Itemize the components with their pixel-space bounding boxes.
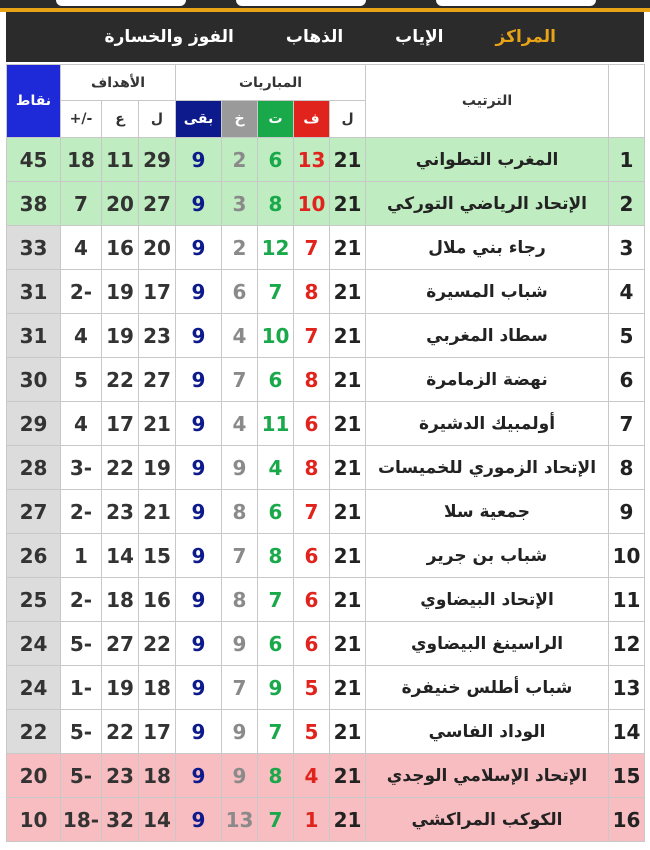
draws-cell: 6	[222, 270, 258, 314]
goal-diff-cell: 4	[61, 226, 102, 270]
remaining-cell: 9	[176, 490, 222, 534]
goal-diff-cell: 1	[61, 534, 102, 578]
goals-for-cell: 21	[139, 490, 176, 534]
losses-cell: 6	[294, 402, 330, 446]
table-row[interactable]	[7, 710, 645, 754]
points-cell: 26	[7, 534, 61, 578]
goals-for-header[interactable]: ل	[139, 101, 176, 138]
team-name[interactable]: المغرب التطواني	[366, 138, 609, 182]
goals-against-cell: 22	[102, 710, 139, 754]
goals-against-cell: 20	[102, 182, 139, 226]
tab-standings[interactable]: المراكز	[495, 27, 556, 47]
wins-cell: 6	[258, 138, 294, 182]
wins-cell: 6	[258, 358, 294, 402]
losses-cell: 13	[294, 138, 330, 182]
losses-cell: 5	[294, 666, 330, 710]
losses-cell: 5	[294, 710, 330, 754]
top-pill-right	[436, 0, 596, 6]
losses-header[interactable]: ف	[294, 101, 330, 138]
position-cell: 10	[609, 534, 645, 578]
goals-against-header[interactable]: ع	[102, 101, 139, 138]
team-name[interactable]: شباب المسيرة	[366, 270, 609, 314]
remaining-header[interactable]: بقى	[176, 101, 222, 138]
played-cell: 21	[330, 666, 366, 710]
played-cell: 21	[330, 138, 366, 182]
draws-cell: 7	[222, 534, 258, 578]
points-cell: 22	[7, 710, 61, 754]
losses-cell: 8	[294, 446, 330, 490]
draws-cell: 8	[222, 490, 258, 534]
position-cell: 7	[609, 402, 645, 446]
wins-cell: 8	[258, 534, 294, 578]
goals-against-cell: 22	[102, 446, 139, 490]
remaining-cell: 9	[176, 138, 222, 182]
points-cell: 20	[7, 754, 61, 798]
wins-cell: 6	[258, 490, 294, 534]
remaining-cell: 9	[176, 578, 222, 622]
played-cell: 21	[330, 798, 366, 842]
remaining-cell: 9	[176, 710, 222, 754]
position-cell: 13	[609, 666, 645, 710]
losses-cell: 6	[294, 622, 330, 666]
goals-against-cell: 19	[102, 270, 139, 314]
position-cell: 12	[609, 622, 645, 666]
table-row[interactable]	[7, 578, 645, 622]
ranking-header[interactable]: الترتيب	[366, 65, 609, 138]
points-cell: 24	[7, 622, 61, 666]
team-name[interactable]: الكوكب المراكشي	[366, 798, 609, 842]
position-cell: 16	[609, 798, 645, 842]
losses-cell: 7	[294, 226, 330, 270]
goals-for-cell: 17	[139, 710, 176, 754]
losses-cell: 7	[294, 490, 330, 534]
wins-cell: 9	[258, 666, 294, 710]
tab-win-loss[interactable]: الفوز والخسارة	[104, 27, 234, 47]
draws-cell: 7	[222, 666, 258, 710]
goals-against-cell: 11	[102, 138, 139, 182]
remaining-cell: 9	[176, 446, 222, 490]
played-header[interactable]: ل	[330, 101, 366, 138]
position-cell: 9	[609, 490, 645, 534]
goals-for-cell: 20	[139, 226, 176, 270]
goals-for-cell: 19	[139, 446, 176, 490]
losses-cell: 10	[294, 182, 330, 226]
remaining-cell: 9	[176, 402, 222, 446]
top-pill-middle	[236, 0, 366, 6]
goal-diff-cell: 4	[61, 314, 102, 358]
goal-diff-cell: 5-	[61, 710, 102, 754]
points-cell: 30	[7, 358, 61, 402]
losses-cell: 4	[294, 754, 330, 798]
draws-cell: 9	[222, 710, 258, 754]
draws-cell: 9	[222, 622, 258, 666]
team-name[interactable]: الإتحاد الرياضي التوركي	[366, 182, 609, 226]
team-name[interactable]: رجاء بني ملال	[366, 226, 609, 270]
position-cell: 3	[609, 226, 645, 270]
goal-diff-cell: 4	[61, 402, 102, 446]
goals-for-cell: 18	[139, 666, 176, 710]
draws-cell: 9	[222, 754, 258, 798]
played-cell: 21	[330, 270, 366, 314]
position-cell: 8	[609, 446, 645, 490]
remaining-cell: 9	[176, 754, 222, 798]
top-pill-left	[56, 0, 186, 6]
goal-diff-cell: 7	[61, 182, 102, 226]
table-row[interactable]	[7, 402, 645, 446]
wins-cell: 11	[258, 402, 294, 446]
remaining-cell: 9	[176, 798, 222, 842]
team-name[interactable]: الراسينغ البيضاوي	[366, 622, 609, 666]
position-cell: 5	[609, 314, 645, 358]
losses-cell: 8	[294, 358, 330, 402]
table-row[interactable]	[7, 446, 645, 490]
goal-diff-cell: 2-	[61, 578, 102, 622]
losses-cell: 7	[294, 314, 330, 358]
wins-cell: 7	[258, 578, 294, 622]
points-header[interactable]: نقاط	[7, 65, 61, 138]
played-cell: 21	[330, 402, 366, 446]
wins-cell: 10	[258, 314, 294, 358]
remaining-cell: 9	[176, 534, 222, 578]
points-cell: 27	[7, 490, 61, 534]
goal-diff-header[interactable]: +/-	[61, 101, 102, 138]
played-cell: 21	[330, 226, 366, 270]
goal-diff-cell: 5	[61, 358, 102, 402]
table-row[interactable]	[7, 798, 645, 842]
team-name[interactable]: الوداد الفاسي	[366, 710, 609, 754]
position-cell: 11	[609, 578, 645, 622]
wins-cell: 7	[258, 710, 294, 754]
goals-against-cell: 27	[102, 622, 139, 666]
losses-cell: 6	[294, 534, 330, 578]
goals-for-cell: 17	[139, 270, 176, 314]
goals-against-cell: 19	[102, 314, 139, 358]
wins-cell: 7	[258, 270, 294, 314]
goals-against-cell: 17	[102, 402, 139, 446]
played-cell: 21	[330, 534, 366, 578]
goal-diff-cell: 1-	[61, 666, 102, 710]
table-row[interactable]	[7, 490, 645, 534]
points-cell: 29	[7, 402, 61, 446]
goal-diff-cell: 3-	[61, 446, 102, 490]
tab-first-leg[interactable]: الذهاب	[285, 27, 344, 47]
points-cell: 31	[7, 314, 61, 358]
played-cell: 21	[330, 446, 366, 490]
draws-header[interactable]: خ	[222, 101, 258, 138]
wins-cell: 4	[258, 446, 294, 490]
goal-diff-cell: 18	[61, 138, 102, 182]
team-name[interactable]: جمعية سلا	[366, 490, 609, 534]
remaining-cell: 9	[176, 182, 222, 226]
top-strip	[0, 0, 650, 12]
goals-against-cell: 16	[102, 226, 139, 270]
points-cell: 31	[7, 270, 61, 314]
played-cell: 21	[330, 622, 366, 666]
points-cell: 24	[7, 666, 61, 710]
table-row[interactable]	[7, 358, 645, 402]
remaining-cell: 9	[176, 622, 222, 666]
goal-diff-cell: 18-	[61, 798, 102, 842]
standings-body	[7, 138, 645, 842]
goals-against-cell: 32	[102, 798, 139, 842]
team-name[interactable]: شباب أطلس خنيفرة	[366, 666, 609, 710]
goals-against-cell: 19	[102, 666, 139, 710]
draws-cell: 7	[222, 358, 258, 402]
points-cell: 28	[7, 446, 61, 490]
goal-diff-cell: 5-	[61, 622, 102, 666]
goal-diff-cell: 2-	[61, 490, 102, 534]
played-cell: 21	[330, 358, 366, 402]
wins-cell: 8	[258, 182, 294, 226]
table-row[interactable]	[7, 270, 645, 314]
standings-tabs	[6, 12, 644, 62]
table-row[interactable]	[7, 226, 645, 270]
position-cell: 15	[609, 754, 645, 798]
goals-for-cell: 27	[139, 358, 176, 402]
remaining-cell: 9	[176, 226, 222, 270]
tab-second-leg[interactable]: الإياب	[395, 27, 444, 47]
goals-against-cell: 14	[102, 534, 139, 578]
table-row[interactable]	[7, 534, 645, 578]
table-row[interactable]	[7, 666, 645, 710]
position-cell: 6	[609, 358, 645, 402]
table-row[interactable]	[7, 622, 645, 666]
wins-header[interactable]: ت	[258, 101, 294, 138]
position-cell: 4	[609, 270, 645, 314]
played-cell: 21	[330, 578, 366, 622]
goals-for-cell: 16	[139, 578, 176, 622]
draws-cell: 4	[222, 402, 258, 446]
goals-for-cell: 14	[139, 798, 176, 842]
draws-cell: 9	[222, 446, 258, 490]
points-cell: 38	[7, 182, 61, 226]
draws-cell: 8	[222, 578, 258, 622]
goals-against-cell: 22	[102, 358, 139, 402]
played-cell: 21	[330, 710, 366, 754]
table-row[interactable]	[7, 314, 645, 358]
goals-for-cell: 22	[139, 622, 176, 666]
position-header	[609, 65, 645, 138]
team-name[interactable]: أولمبيك الدشيرة	[366, 402, 609, 446]
goal-diff-cell: 2-	[61, 270, 102, 314]
goals-for-cell: 29	[139, 138, 176, 182]
points-cell: 45	[7, 138, 61, 182]
team-name[interactable]: الإتحاد الزموري للخميسات	[366, 446, 609, 490]
team-name[interactable]: شباب بن جرير	[366, 534, 609, 578]
team-name[interactable]: الإتحاد البيضاوي	[366, 578, 609, 622]
position-cell: 14	[609, 710, 645, 754]
wins-cell: 7	[258, 798, 294, 842]
goals-for-cell: 21	[139, 402, 176, 446]
goals-against-cell: 23	[102, 754, 139, 798]
played-cell: 21	[330, 754, 366, 798]
goals-for-cell: 15	[139, 534, 176, 578]
matches-header: المباريات	[176, 65, 366, 101]
points-cell: 10	[7, 798, 61, 842]
goals-against-cell: 23	[102, 490, 139, 534]
table-row[interactable]	[7, 754, 645, 798]
remaining-cell: 9	[176, 666, 222, 710]
losses-cell: 1	[294, 798, 330, 842]
goals-header: الأهداف	[61, 65, 176, 101]
draws-cell: 13	[222, 798, 258, 842]
standings-table	[6, 64, 645, 842]
draws-cell: 2	[222, 226, 258, 270]
goals-for-cell: 23	[139, 314, 176, 358]
goals-for-cell: 18	[139, 754, 176, 798]
played-cell: 21	[330, 182, 366, 226]
played-cell: 21	[330, 490, 366, 534]
goal-diff-cell: 5-	[61, 754, 102, 798]
points-cell: 33	[7, 226, 61, 270]
draws-cell: 4	[222, 314, 258, 358]
position-cell: 1	[609, 138, 645, 182]
losses-cell: 8	[294, 270, 330, 314]
table-row[interactable]	[7, 182, 645, 226]
draws-cell: 3	[222, 182, 258, 226]
remaining-cell: 9	[176, 270, 222, 314]
remaining-cell: 9	[176, 314, 222, 358]
draws-cell: 2	[222, 138, 258, 182]
losses-cell: 6	[294, 578, 330, 622]
wins-cell: 8	[258, 754, 294, 798]
points-cell: 25	[7, 578, 61, 622]
remaining-cell: 9	[176, 358, 222, 402]
team-name[interactable]: نهضة الزمامرة	[366, 358, 609, 402]
table-row[interactable]	[7, 138, 645, 182]
position-cell: 2	[609, 182, 645, 226]
wins-cell: 6	[258, 622, 294, 666]
played-cell: 21	[330, 314, 366, 358]
goals-for-cell: 27	[139, 182, 176, 226]
team-name[interactable]: سطاد المغربي	[366, 314, 609, 358]
goals-against-cell: 18	[102, 578, 139, 622]
wins-cell: 12	[258, 226, 294, 270]
team-name[interactable]: الإتحاد الإسلامي الوجدي	[366, 754, 609, 798]
